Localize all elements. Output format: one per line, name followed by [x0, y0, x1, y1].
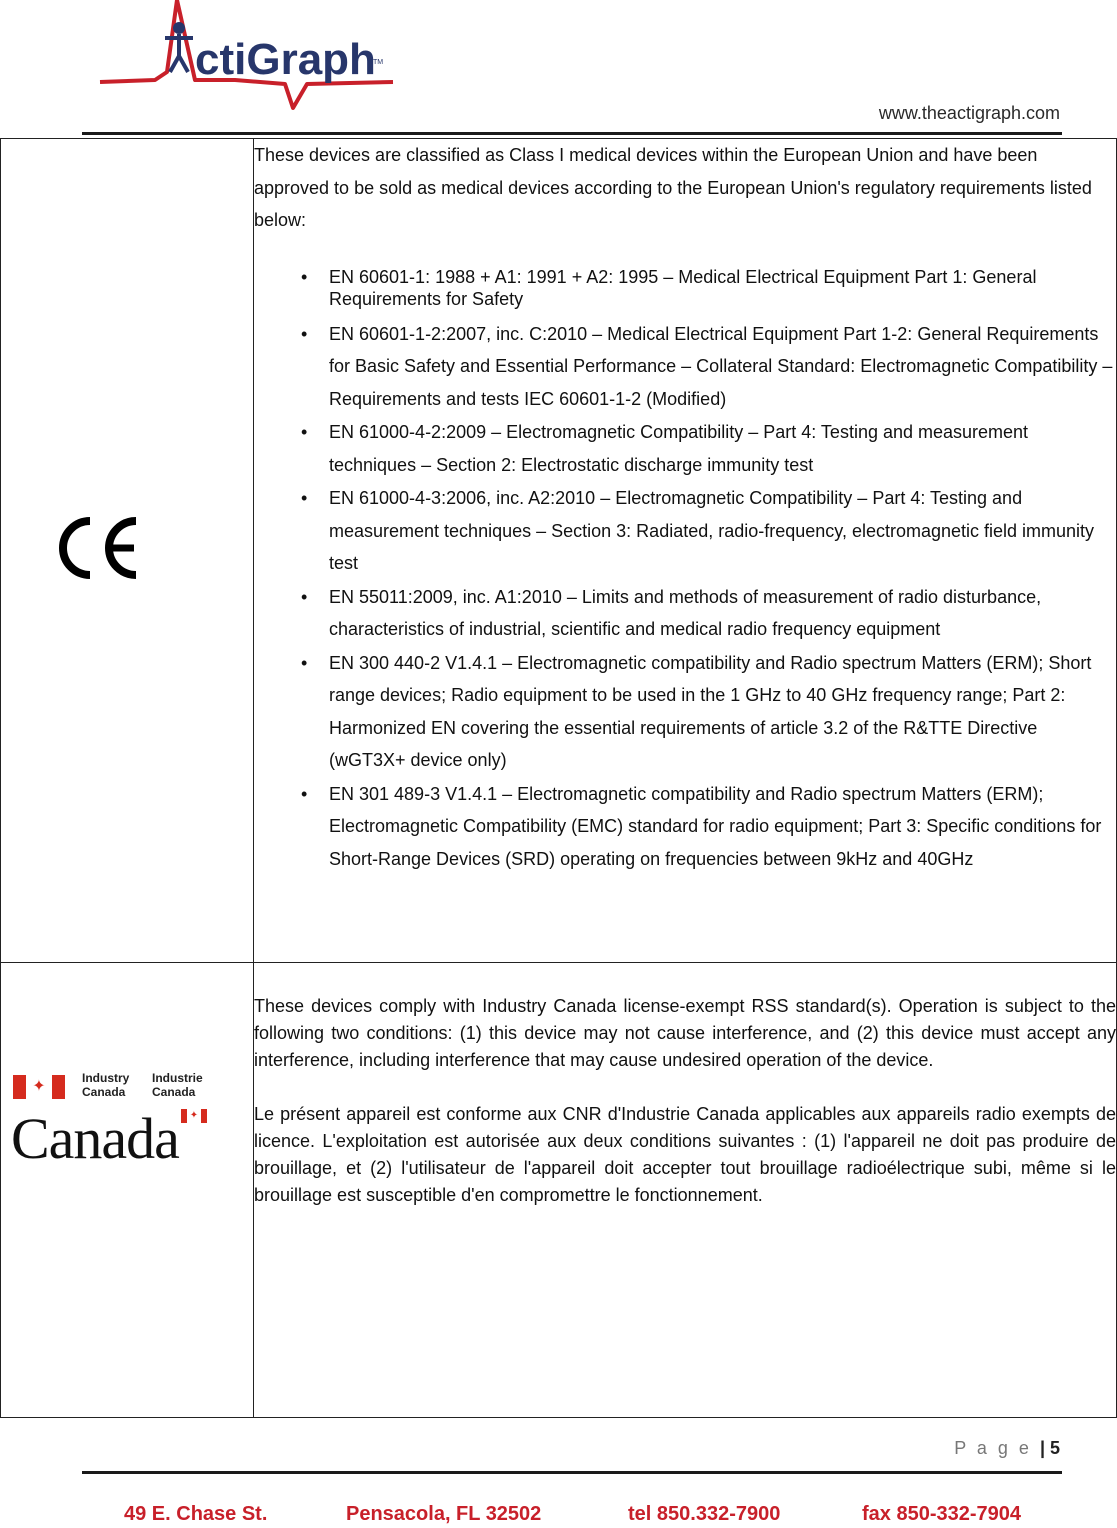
canada-flag-icon: ✦ — [13, 1075, 65, 1099]
list-item: • EN 60601-1-2:2007, inc. C:2010 – Medical Electrical Equipment Part 1-2: General Requirements for Basic Safety and Essential Performance – Collateral Standard: Electromagnetic Compatibility – Requirements and tests IEC 60601-1-2 (Modified) — [301, 323, 1113, 409]
regulatory-table — [0, 138, 1117, 1418]
footer-divider — [82, 1471, 1062, 1474]
canada-row — [1, 963, 1117, 1418]
address-city: Pensacola, FL 32502 — [346, 1503, 542, 1525]
logo-text-en-1: Industry — [82, 1071, 130, 1085]
list-item: • EN 60601-1: 1988 + A1: 1991 + A2: 1995 – Medical Electrical Equipment Part 1: General Requirements for Safety — [301, 266, 1037, 309]
ce-icon-cell — [1, 139, 254, 963]
ce-row — [1, 139, 1117, 963]
header-divider — [82, 132, 1062, 135]
page-number: P a g e | 5 — [954, 1438, 1060, 1458]
website-url[interactable]: www.theactigraph.com — [878, 103, 1060, 123]
canada-english-text: These devices comply with Industry Canada license-exempt RSS standard(s). Operation is subject to the following two conditions: (1) this device may not cause interference, and (2) this device must accept any interference, including interference that may cause undesired operation of the device. — [254, 996, 1116, 1070]
address-street: 49 E. Chase St. — [124, 1503, 268, 1525]
industry-canada-logo — [1, 963, 253, 1417]
ce-mark-icon — [52, 515, 142, 581]
svg-text:TM: TM — [373, 59, 384, 66]
canada-text-cell — [254, 963, 1117, 1418]
logo-text-fr-2: Canada — [152, 1085, 196, 1099]
list-item: • EN 301 489-3 V1.4.1 – Electromagnetic compatibility and Radio spectrum Matters (ERM); Electromagnetic Compatibility (EMC) standard for radio equipment; Part 3: Specific conditions for Short-Range Devices (SRD) operating on frequencies between 9kHz and 40GHz — [301, 783, 1102, 869]
list-item: • EN 55011:2009, inc. A1:2010 – Limits and methods of measurement of radio disturbance, characteristics of industrial, scientific and medical radio frequency equipment — [301, 586, 1042, 639]
canada-french-text: Le présent appareil est conforme aux CNR d'Industrie Canada applicables aux appareils radio exempts de licence. L'exploitation est autorisée aux deux conditions suivantes : (1) l'appareil ne doit pas produire de brouillage, et (2) l'utilisateur de l'appareil doit accepter tout brouillage radioélectrique subi, même si le brouillage est susceptible d'en compromettre le fonctionnement. — [254, 1104, 1116, 1205]
canada-icon-cell — [1, 963, 254, 1418]
address-fax: fax 850-332-7904 — [862, 1503, 1022, 1525]
canada-wordmark: Canada — [11, 1106, 179, 1171]
list-item: • EN 61000-4-2:2009 – Electromagnetic Compatibility – Part 4: Testing and measurement techniques – Section 2: Electrostatic discharge immunity test — [301, 422, 1029, 475]
logo-wordmark: ctiGraph — [195, 35, 376, 84]
wordmark-flag-icon: ✦ — [181, 1109, 207, 1123]
logo-text-en-2: Canada — [82, 1085, 126, 1099]
list-item: • EN 300 440-2 V1.4.1 – Electromagnetic compatibility and Radio spectrum Matters (ERM); Short range devices; Radio equipment to be used in the 1 GHz to 40 GHz frequency range; Part 2: Harmonized EN covering the essential requirements of article 3.2 of the R&TTE Directive (wGT3X+ device only) — [301, 652, 1092, 770]
ce-intro: These devices are classified as Class I medical devices within the European Union and have been approved to be sold as medical devices according to the European Union's regulatory requirements listed below: — [254, 145, 1092, 230]
address-tel: tel 850.332-7900 — [628, 1503, 781, 1525]
list-item: • EN 61000-4-3:2006, inc. A2:2010 – Electromagnetic Compatibility – Part 4: Testing and measurement techniques – Section 3: Radiated, radio-frequency, electromagnetic field immunity test — [301, 488, 1095, 573]
logo-text-fr-1: Industrie — [152, 1071, 203, 1085]
actigraph-logo — [95, 0, 395, 112]
ce-text-cell — [254, 139, 1117, 963]
standards-list — [254, 261, 1116, 876]
